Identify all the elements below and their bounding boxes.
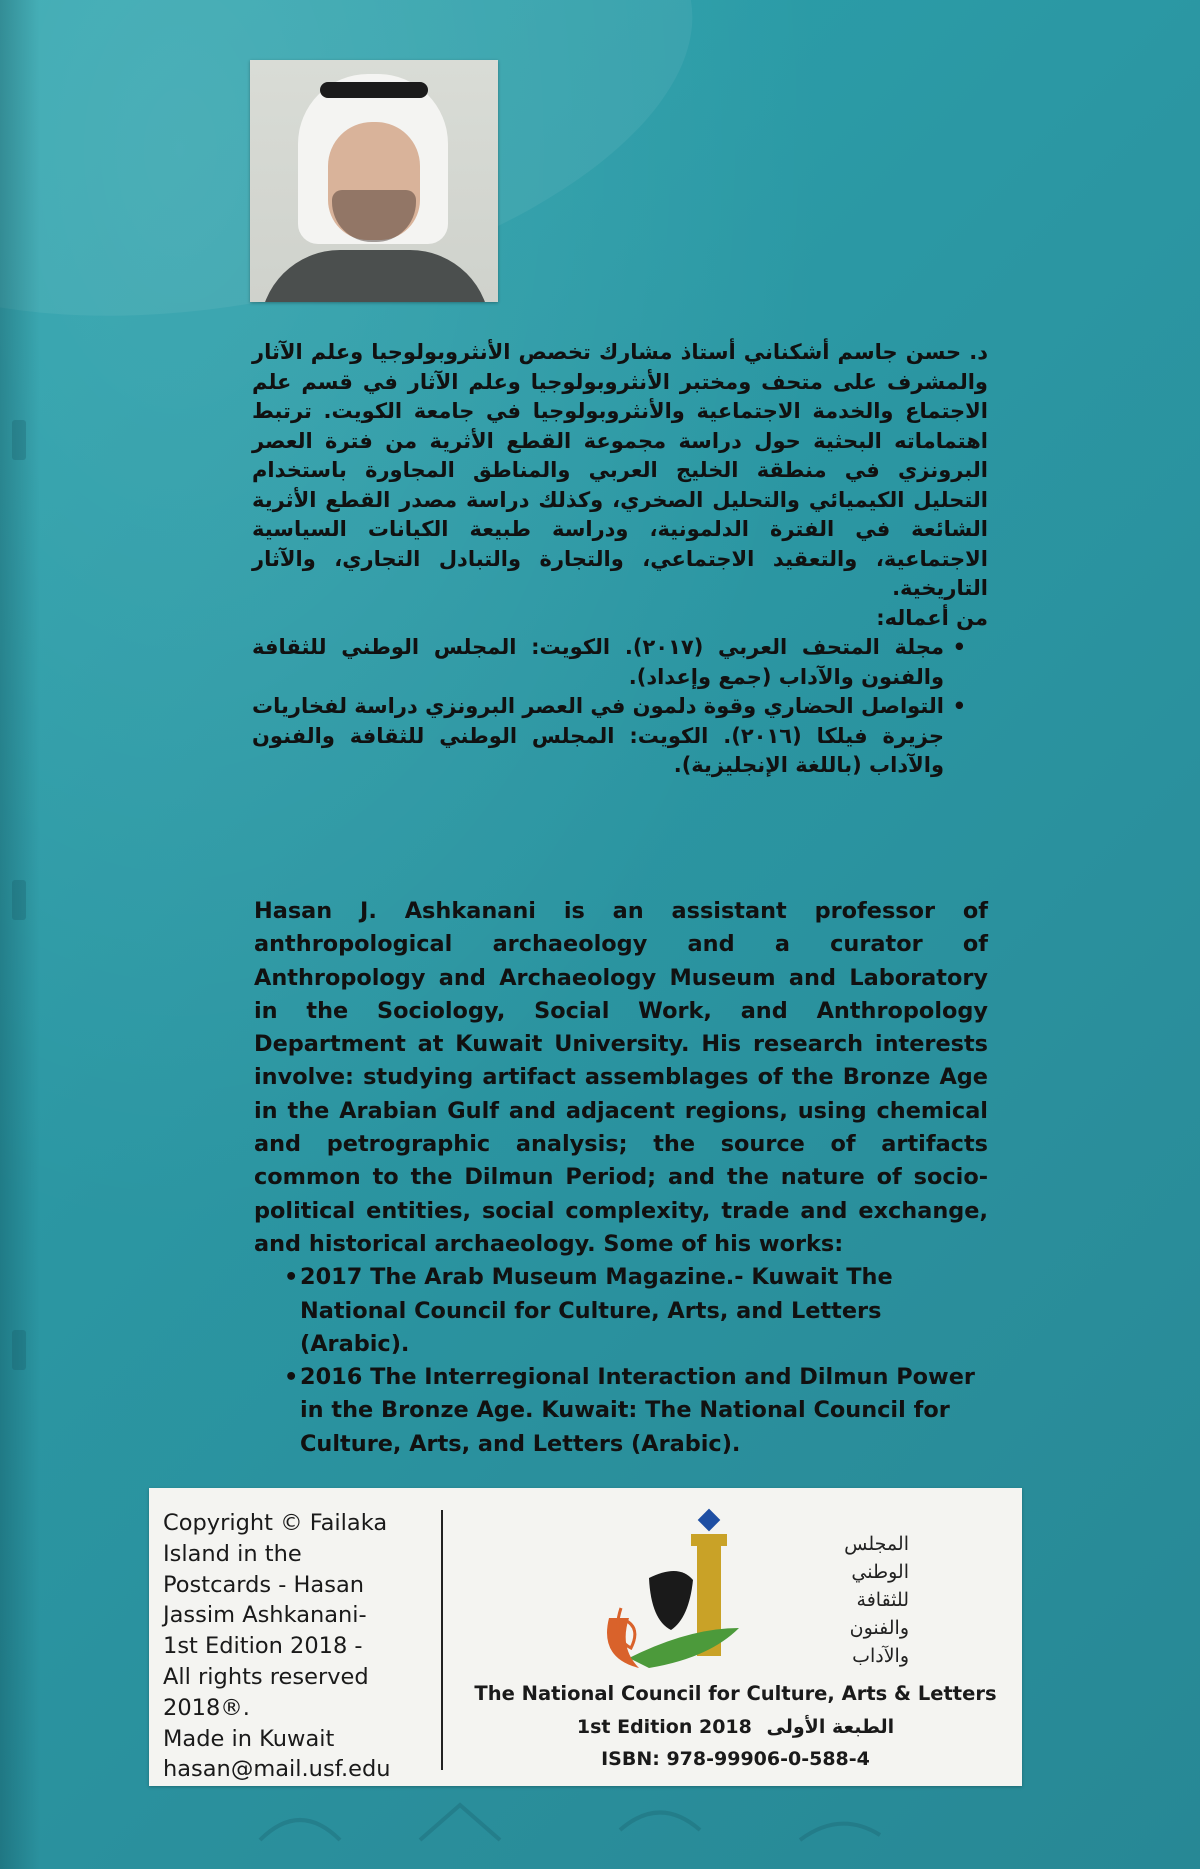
council-ar-line: والآداب [852,1645,909,1667]
arabic-biography [252,338,988,781]
copyright-email: hasan@mail.usf.edu [163,1756,391,1783]
council-ar-line: المجلس [844,1533,909,1555]
council-ar-line: الوطني [851,1561,909,1583]
logo-column-capital [691,1534,727,1546]
english-bio-paragraph: Hasan J. Ashkanani is an assistant professor of anthropological archaeology and a curator of Anthropology and Archaeology Museum and Laboratory in the Sociology, Social Work, and Anthropology Department at Kuwait University. His research interests involve: studying artifact assemblages of the Bronze Age in the Arabian Gulf and adjacent regions, using chemical and petrographic analysis; the source of artifacts common to the Dilmun Period; and the nature of socio-political entities, social complexity, trade and exchange, and historical archaeology. Some of his works: [254,898,988,1257]
council-name-english: The National Council for Culture, Arts & Letters [474,1682,997,1705]
english-work-item: • 2017 The Arab Museum Magazine.- Kuwait The National Council for Culture, Arts, and Letters (Arabic). [284,1261,988,1361]
edition-english: 1st Edition 2018 [576,1716,752,1738]
author-photo [250,60,498,302]
logo-mask-shape [649,1571,693,1630]
edition-arabic: الطبعة الأولى [766,1716,895,1738]
copyright-line: 1st Edition 2018 - [163,1633,363,1660]
logo-green-swoosh [629,1628,739,1668]
arabic-work-item: • مجلة المتحف العربي (٢٠١٧). الكويت: المجلس الوطني للثقافة والفنون والآداب (جمع وإعداد). [252,633,958,692]
copyright-line: Made in Kuwait [163,1725,335,1752]
arabic-bio-paragraph: د. حسن جاسم أشكناني أستاذ مشارك تخصص الأنثروبولوجيا وعلم الآثار والمشرف على متحف ومختبر الأنثروبولوجيا وعلم الآثار في قسم علم الاجتماع والخدمة الاجتماعية والأنثروبولوجيا في جامعة الكويت. ترتبط اهتماماته البحثية حول دراسة مجموعة القطع الأثرية من فترة العصر البرونزي في منطقة الخليج العربي والمناطق المجاورة باستخدام التحليل الكيميائي والتحليل الصخري، وكذلك دراسة مصدر القطع الأثرية الشائعة في الفترة الدلمونية، ودراسة طبيعة الكيانات السياسية الاجتماعية، والتعقيد الاجتماعي، والتجارة والتبادل التجاري، والآثار التاريخية. [252,340,988,600]
publisher-info-box [149,1488,1022,1786]
spine-mark [12,1330,26,1370]
arabic-works-list [252,633,988,781]
copyright-line: All rights reserved [163,1663,369,1690]
english-work-item: • 2016 The Interregional Interaction and Dilmun Power in the Bronze Age. Kuwait: The National Council for Culture, Arts, and Letters (Arabic). [284,1361,988,1461]
council-ar-line: للثقافة [856,1589,909,1611]
english-biography [254,895,988,1461]
box-divider [441,1510,443,1770]
council-name-arabic [799,1530,909,1670]
photo-shoulders [260,250,490,302]
spine-mark [12,420,26,460]
english-works-list [254,1261,988,1461]
copyright-line: Postcards - Hasan [163,1571,364,1598]
copyright-line: Jassim Ashkanani- [163,1602,367,1629]
copyright-line: Copyright © Failaka [163,1510,388,1536]
isbn-number: ISBN: 978-99906-0-588-4 [601,1748,870,1770]
edition-line [449,1716,1022,1738]
spine-mark [12,880,26,920]
logo-diamond-shape [698,1509,721,1532]
arabic-work-item: • التواصل الحضاري وقوة دلمون في العصر البرونزي دراسة لفخاريات جزيرة فيلكا (٢٠١٦). الكويت: المجلس الوطني للثقافة والفنون والآداب (باللغة الإنجليزية). [252,692,958,781]
copyright-line: 2018®. [163,1694,250,1721]
arabic-works-heading: من أعماله: [876,605,988,630]
cover-bottom-decoration [240,1790,940,1850]
council-ar-line: والفنون [849,1617,909,1639]
copyright-notice [163,1508,433,1785]
council-logo-icon [589,1508,769,1678]
copyright-line: Island in the [163,1540,302,1567]
photo-agal [320,82,428,98]
spine-fold-shadow [0,0,40,1869]
